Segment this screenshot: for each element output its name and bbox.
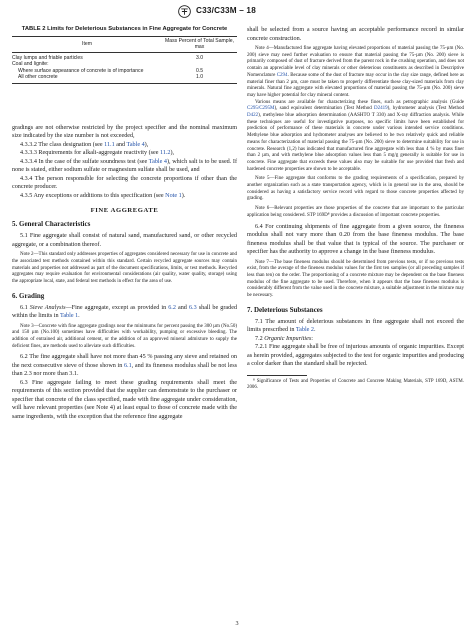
- link[interactable]: 6.2: [168, 304, 176, 311]
- note: Various means are available for characterizing these fines, such as petrographic analysis (Guide C295/C295M), sand equivalent determination (Test Method D2419), hydrometer analysis (Test Method D422), methylene blue adsorption determination (AASHTO T 330) and X-ray diffraction analysis. While these techniques are useful for investigative purposes, no specific limits have been established for prediction of performance of these materials in concrete under various intended service conditions. Methylene blue adsorption and hydrometer analyses are believed to be two relatively quick and reliable means for characterization of material passing the 75-µm (No. 200) sieve to determine suitability for use in concrete. Research (1,2) has indicated that manufactured fine aggregate with less than 4 % by mass finer than 2 µm, and with methylene blue adsorption values less than 5 mg/g generally is suitable for use in concrete. Fine aggregate that exceeds these values also may be suitable for use provided that fresh and hardened concrete properties are shown to be acceptable.: [247, 99, 464, 172]
- paragraph: 4.3.5 Any exceptions or additions to this specification (see Note 1).: [20, 192, 186, 199]
- note: Note 5—Fine aggregate that conforms to the grading requirements of a specification, prepared by another organization such as a state transportation agency, which is in general use in the area, should be considered as having a satisfactory service record with regard to those concrete properties affected by grading.: [247, 176, 464, 202]
- paragraph: shall be selected from a source having an acceptable performance record in similar concrete construction.: [247, 27, 464, 42]
- link[interactable]: 6.1: [123, 362, 132, 369]
- right-column: [247, 26, 464, 392]
- link[interactable]: 6.3: [188, 304, 197, 311]
- link[interactable]: Note 1: [165, 192, 182, 199]
- table-row: [12, 74, 237, 83]
- paragraph: 6.4 For continuing shipments of fine aggregate from a given source, the fineness modulus shall not vary more than 0.20 from the base fineness modulus. The base fineness modulus shall be that value that is typical of the source. The purchaser or specifier has the authority to approve a change in the base fineness modulus.: [247, 223, 464, 256]
- table2: [12, 36, 237, 84]
- link[interactable]: C295/C295M: [247, 106, 275, 112]
- paragraph: 4.3.3.4 In the case of the sulfate soundness test (see Table 4), which salt is to be used. If none is stated, either sodium sulfate or magnesium sulfate shall be used, and: [12, 158, 237, 174]
- link[interactable]: 11.1: [104, 141, 115, 148]
- table2-header-item: Item: [12, 37, 162, 53]
- section-heading-fine-aggregate: FINE AGGREGATE: [90, 207, 159, 215]
- paragraph: 6.1 Sieve Analysis—Fine aggregate, except as provided in 6.2 and 6.3 shall be graded within the limits in Table 1.: [12, 304, 238, 320]
- link[interactable]: C294: [276, 72, 288, 78]
- note: Note 3—Concrete with fine aggregate gradings near the minimums for percent passing the 300 µm (No.50) and 150 µm (No.100) sometimes have difficulties with workability, pumping or excessive bleeding. The addition of entrained air, additional cement, or the addition of an approved mineral admixture to supply the deficient fines, are methods used to alleviate such difficulties.: [12, 323, 237, 349]
- table-row: [12, 53, 237, 62]
- paragraph: 7.2 Organic Impurities:: [255, 335, 313, 342]
- left-column: [12, 26, 237, 421]
- paragraph: gradings are not otherwise restricted by the project specifier and the nominal maximum size indicated by the size number is not exceeded,: [12, 124, 237, 140]
- note: Note 6—Relevant properties are those properties of the concrete that are important to the particular application being considered. STP 169D⁸ provides a discussion of important concrete properties.: [247, 206, 464, 218]
- note: Note 4—Manufactured fine aggregate having elevated proportions of material passing the 75-µm (No. 200) sieve may need further evaluation to ensure that material passing the 75-µm (No. 200) sieve is primarily composed of dust of fracture derived from the parent rock in the crushing operation, and does not contain an appreciable level of clay minerals or other deleterious constituents as described in Descriptive Nomenclature C294. Because some of the dust of fracture may occur in the clay size range, defined here as material finer than 2 µm, care must be taken to properly differentiate these clay-sized materials from clay minerals. Natural fine aggregate with elevated proportions of material passing the 75-µm (No. 200) sieve may have higher potential for clay mineral content.: [247, 46, 464, 98]
- table-cell: All other concrete: [12, 74, 162, 83]
- paragraph: 4.3.3.2 The class designation (see 11.1 and Table 4),: [20, 141, 149, 148]
- section-title: 6. Grading: [12, 291, 45, 300]
- link[interactable]: Table 4: [126, 141, 145, 148]
- table2-header-mass: Mass Percent of Total Sample, max: [162, 37, 237, 53]
- paragraph: 6.3 Fine aggregate failing to meet these grading requirements shall meet the requirements of this section provided that the supplier can demonstrate to the purchaser or specifier that concrete of the class specified, made with fine aggregate under consideration, will have relevant properties (see Note 4) at least equal to those of concrete made with the same ingredients, with the exception that the reference fine aggregate: [12, 379, 237, 420]
- section-title: 5. General Characteristics: [12, 220, 91, 229]
- link[interactable]: Table 1: [60, 313, 79, 320]
- paragraph: 4.3.4 The person responsible for selecting the concrete proportions if other than the concrete producer.: [12, 175, 237, 191]
- page-header: [0, 5, 474, 19]
- paragraph: 7.1 The amount of deleterious substances in fine aggregate shall not exceed the limits prescribed in Table 2.: [247, 318, 464, 334]
- table2-caption: TABLE 2 Limits for Deleterious Substances in Fine Aggregate for Concrete: [21, 26, 228, 32]
- table-cell: 1.0: [162, 74, 237, 83]
- footnote: ⁸ Significance of Tests and Properties of Concrete and Concrete Making Materials, STP 169D, ASTM. 2006.: [247, 378, 464, 391]
- paragraph: 5.1 Fine aggregate shall consist of natural sand, manufactured sand, or other recycled aggregate, or a combination thereof.: [12, 233, 237, 248]
- table-cell: Coal and lignite:: [12, 61, 49, 68]
- astm-logo-icon: [178, 5, 191, 18]
- table-cell: Clay lumps and friable particles: [12, 55, 83, 61]
- standard-designation: C33/C33M – 18: [196, 6, 256, 15]
- table-cell: 3.0: [195, 55, 204, 61]
- page-number: 3: [235, 620, 239, 627]
- table-cell: Where surface appearance of concrete is of importance: [18, 67, 144, 74]
- link[interactable]: Table 2: [295, 327, 314, 334]
- paragraph: 6.2 The fine aggregate shall have not more than 45 % passing any sieve and retained on the next consecutive sieve of those shown in 6.1, and its fineness modulus shall be not less than 2.3 nor more than 3.1.: [12, 354, 237, 378]
- note: Note 2—This standard only addresses properties of aggregates considered necessary for use in concrete and the associated test methods contained within this standard. Certain recycled aggregate sources may contain materials and properties not addressed as part of the document specifications, limits, or test methods. Recycled aggregates may require evaluation for environmental considerations (air quality, water quality, storage) using the appropriate local, state, and federal test methods in effect for the area of use.: [12, 252, 237, 284]
- footnote-divider: [247, 375, 307, 376]
- paragraph: 7.2.1 Fine aggregate shall be free of injurious amounts of organic impurities. Except as herein provided, aggregates subjected to the test for organic impurities and producing a color darker than the standard shall be rejected.: [247, 344, 464, 368]
- paragraph: 4.3.3.3 Requirements for alkali-aggregate reactivity (see 11.2),: [20, 150, 175, 157]
- section-title: 7. Deleterious Substances: [247, 305, 323, 314]
- link[interactable]: D2419: [373, 106, 388, 112]
- note: Note 7—The base fineness modulus should be determined from previous tests, or if no previous tests exist, from the average of the fineness modulus values for the first ten samples (or all preceding samples if less than ten) on the order. The proportioning of a concrete mixture may be dependent on the base fineness modulus of the fine aggregate to be used. Therefore, when it appears that the base fineness modulus is considerably different from the value used in the concrete mixture, a suitable adjustment in the mixture may be necessary.: [247, 259, 464, 299]
- table-cell: 0.5: [195, 67, 204, 74]
- link[interactable]: 11.2: [159, 150, 171, 157]
- link[interactable]: D422: [247, 113, 259, 119]
- link[interactable]: Table 4: [148, 158, 168, 165]
